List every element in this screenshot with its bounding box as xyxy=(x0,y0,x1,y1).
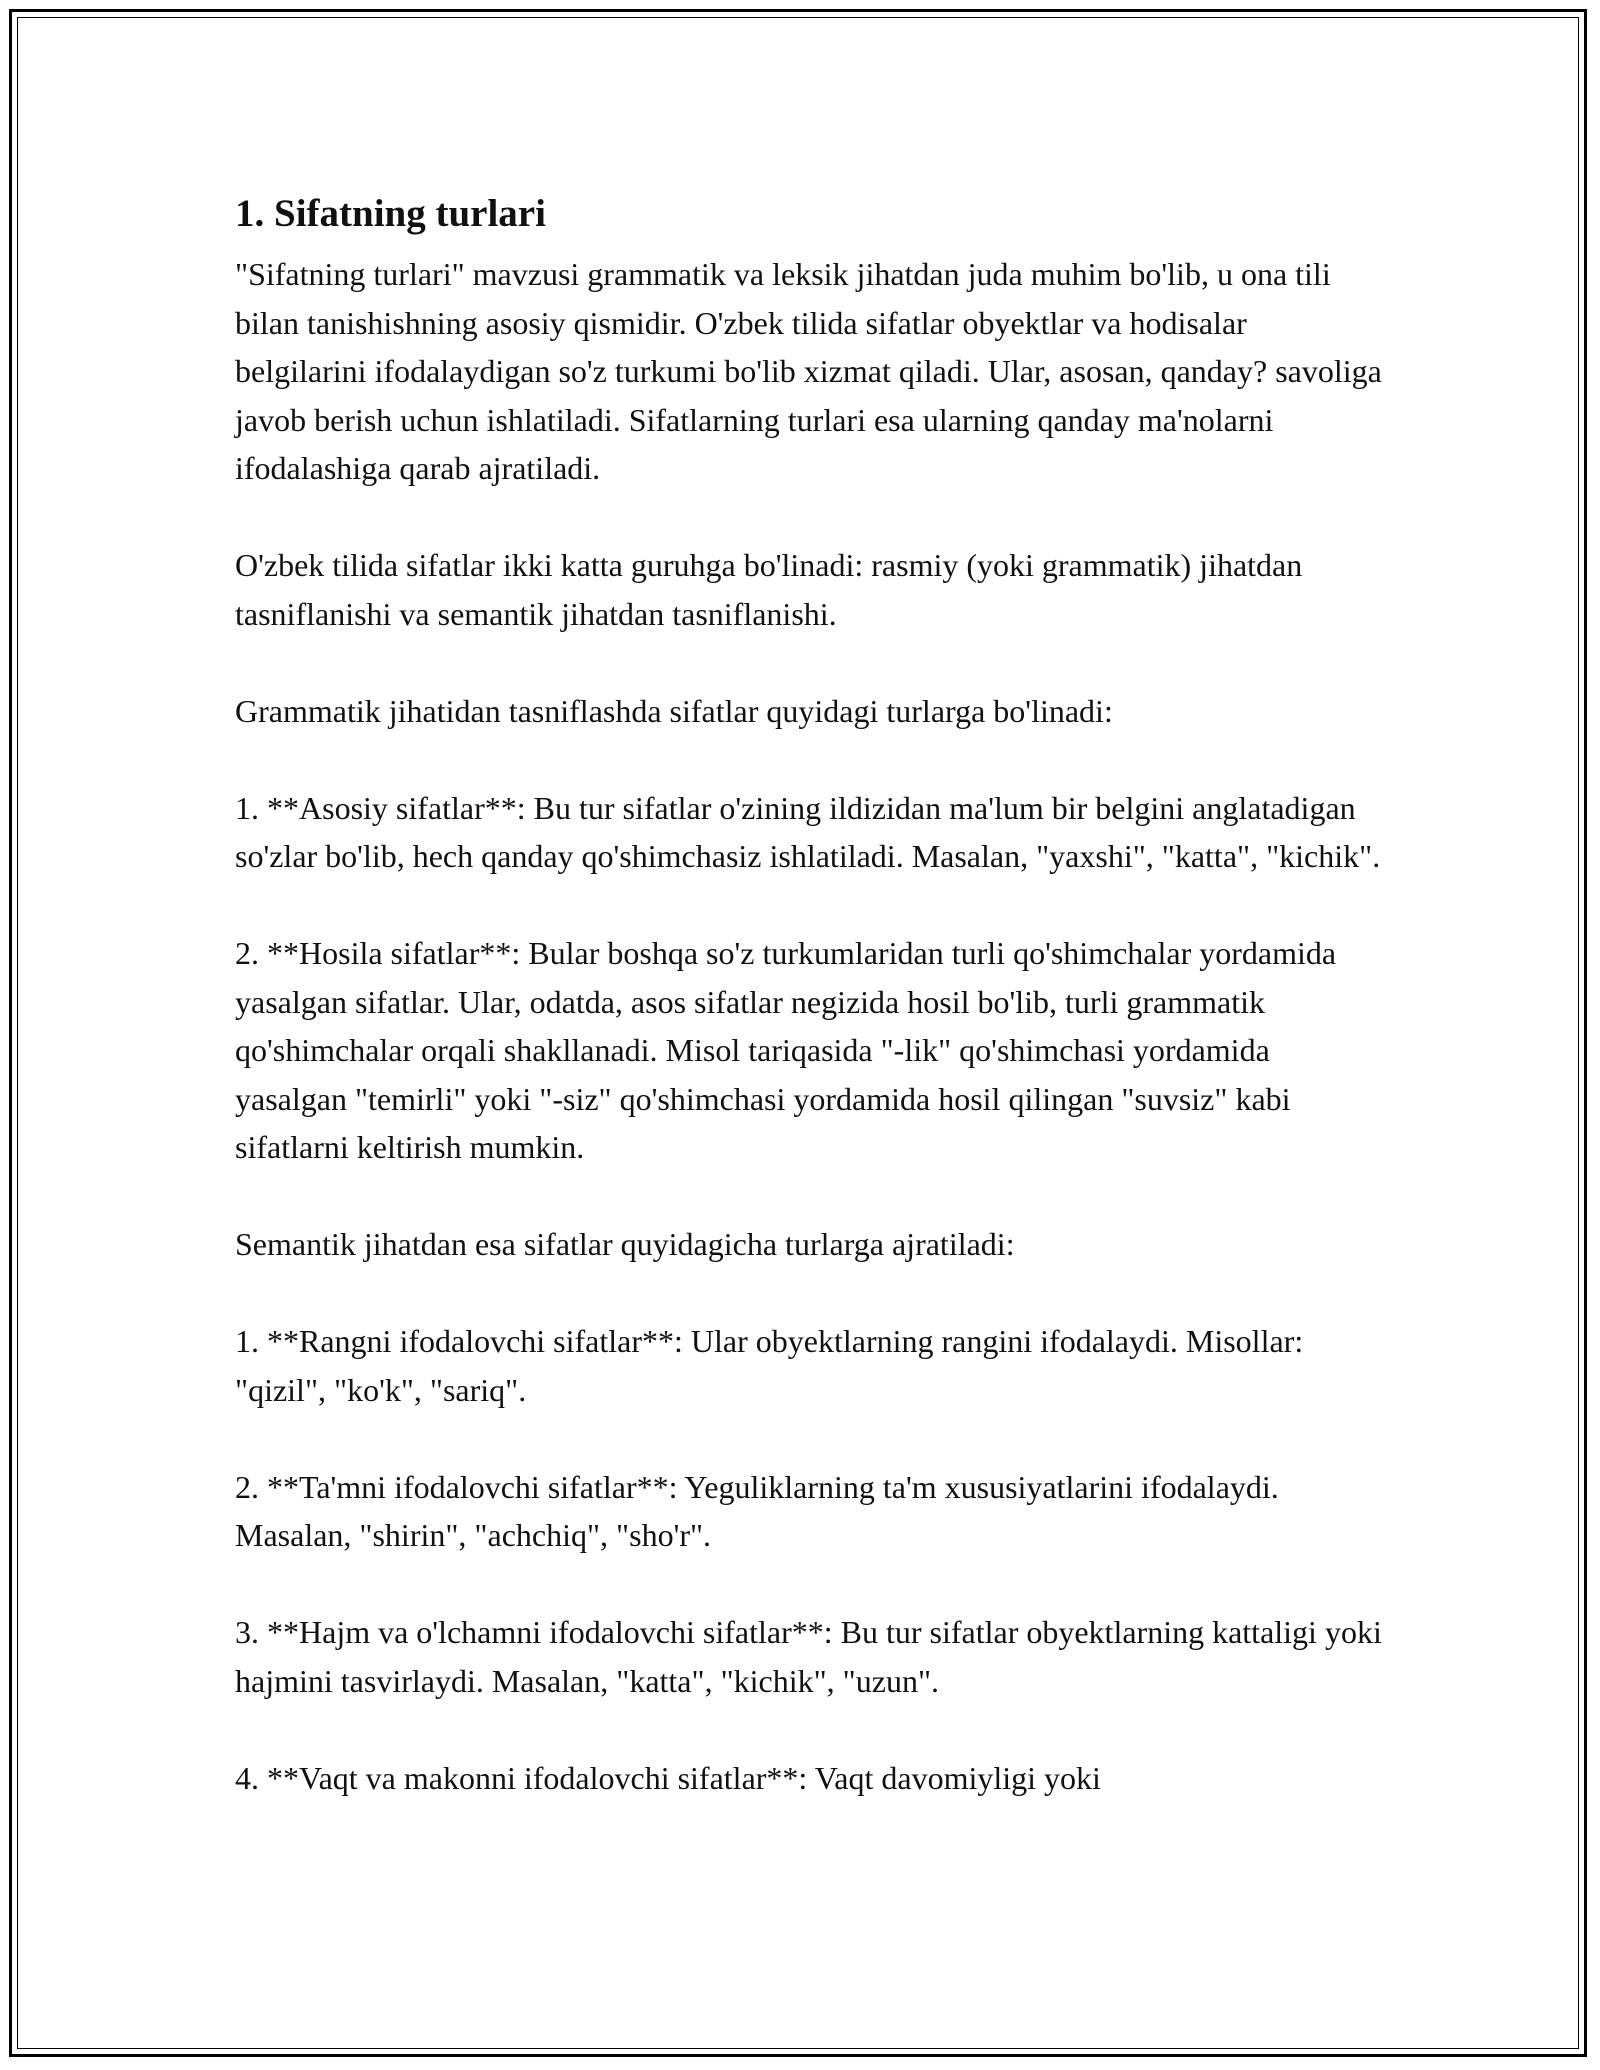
list-item-time-place-adjectives: 4. **Vaqt va makonni ifodalovchi sifatlar**: Vaqt davomiyligi yoki xyxy=(235,1759,1101,1796)
list-item-color-adjectives: 1. **Rangni ifodalovchi sifatlar**: Ular obyektlarning rangini ifodalaydi. Misollar: "qizil", "ko'k", "sariq". xyxy=(235,1323,1304,1408)
section-heading: 1. Sifatning turlari xyxy=(235,192,546,235)
semantic-intro-paragraph: Semantik jihatdan esa sifatlar quyidagicha turlarga ajratiladi: xyxy=(235,1226,1015,1262)
document-body xyxy=(235,188,1385,1851)
list-item-derived-adjectives: 2. **Hosila sifatlar**: Bular boshqa so'z turkumlaridan turli qo'shimchalar yordamida yasalgan sifatlar. Ular, odatda, asos sifatlar negizida hosil bo'lib, turli grammatik qo'shimchalar orqali shakllanadi. Misol tariqasida "-lik" qo'shimchasi yordamida yasalgan "temirli" yoki "-siz" qo'shimchasi yordamida hosil qilingan "suvsiz" kabi sifatlarni keltirish mumkin. xyxy=(235,935,1337,1165)
list-item-taste-adjectives: 2. **Ta'mni ifodalovchi sifatlar**: Yeguliklarning ta'm xususiyatlarini ifodalaydi. Masalan, "shirin", "achchiq", "sho'r". xyxy=(235,1468,1279,1553)
list-item-basic-adjectives: 1. **Asosiy sifatlar**: Bu tur sifatlar o'zining ildizidan ma'lum bir belgini anglatadigan so'zlar bo'lib, hech qanday qo'shimchasiz ishlatiladi. Masalan, "yaxshi", "katta", "kichik". xyxy=(235,789,1381,874)
grammatical-intro-paragraph: Grammatik jihatidan tasniflashda sifatlar quyidagi turlarga bo'linadi: xyxy=(235,692,1113,729)
list-item-size-adjectives: 3. **Hajm va o'lchamni ifodalovchi sifatlar**: Bu tur sifatlar obyektlarning kattaligi yoki hajmini tasvirlaydi. Masalan, "katta", "kichik", "uzun". xyxy=(235,1614,1382,1699)
intro-paragraph: "Sifatning turlari" mavzusi grammatik va leksik jihatdan juda muhim bo'lib, u ona tili bilan tanishishning asosiy qismidir. O'zbek tilida sifatlar obyektlar va hodisalar belgilarini ifodalaydigan so'z turkumi bo'lib xizmat qiladi. Ular, asosan, qanday? savoliga javob berish uchun ishlatiladi. Sifatlarning turlari esa ularning qanday ma'nolarni ifodalashiga qarab ajratiladi. xyxy=(235,256,1382,486)
classification-paragraph: O'zbek tilida sifatlar ikki katta guruhga bo'linadi: rasmiy (yoki grammatik) jihatdan tasniflanishi va semantik jihatdan tasniflanishi. xyxy=(235,547,1303,632)
